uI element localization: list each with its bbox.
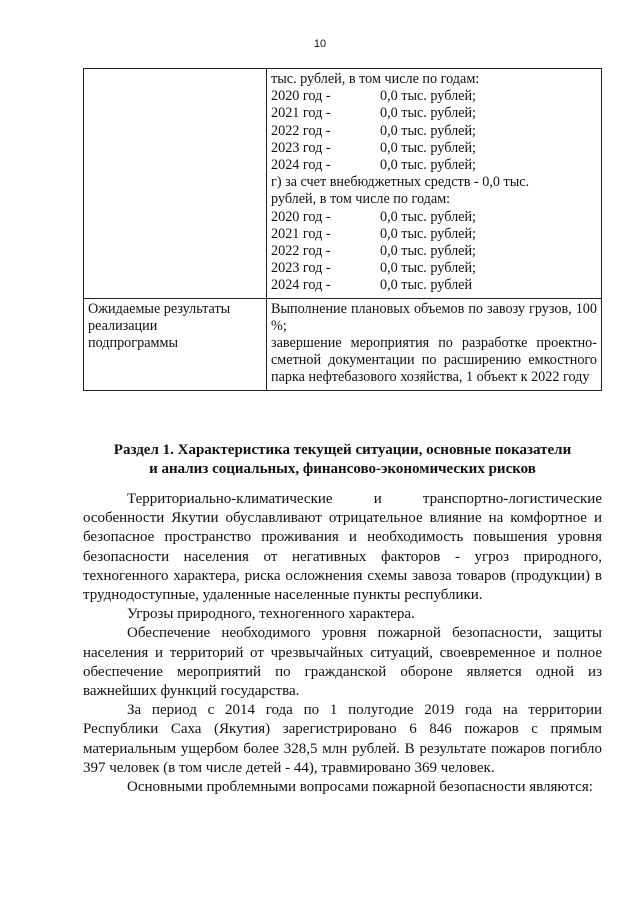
table-cell-results-label: [84, 298, 267, 390]
section-title-line-1: Раздел 1. Характеристика текущей ситуации, основные показатели: [113, 442, 572, 458]
funding-year-row: [271, 105, 597, 122]
results-label-line: Ожидаемые результаты: [88, 300, 231, 317]
funding-years-list-a: [271, 88, 597, 174]
offbudget-line-1: г) за счет внебюджетных средств - 0,0 тыс.: [271, 174, 530, 191]
table-cell-results: [267, 298, 602, 390]
offbudget-line-2: рублей, в том числе по годам:: [271, 191, 451, 208]
paragraph: За период с 2014 года по 1 полугодие 2019 года на территории Республики Саха (Якутия) зарегистрировано 6 846 пожаров с прямым материальным ущербом более 328,5 млн рублей. В результате пожаров погибло 397 человек (в том числе детей - 44), травмировано 369 человек.: [83, 702, 602, 776]
funding-year-amount: 0,0 тыс. рублей;: [380, 105, 476, 122]
funding-year-amount: 0,0 тыс. рублей: [380, 277, 473, 294]
table-row-funding: [84, 69, 602, 299]
funding-year-row: [271, 140, 597, 157]
paragraph: Обеспечение необходимого уровня пожарной безопасности, защиты населения и территорий от чрезвычайных ситуаций, своевременное и полное обеспечение мероприятий по гражданской обороне является одной из важнейших функций государства.: [83, 625, 602, 700]
funding-year-amount: 0,0 тыс. рублей;: [380, 243, 476, 260]
funding-year-amount: 0,0 тыс. рублей;: [380, 88, 476, 105]
paragraph: Основными проблемными вопросами пожарной безопасности являются:: [127, 779, 593, 796]
paragraph: Территориально-климатические и транспортно-логистические особенности Якутии обуславливают отрицательное влияние на комфортное и безопасное пространство проживания и необходимость повышения уровня безопасности населения от негативных факторов - угроз природного, техногенного характера, риска осложнения схемы завоза товаров (продукции) в труднодоступные, удаленные населенные пункты республики.: [83, 491, 602, 604]
result-item-cargo: Выполнение плановых объемов по завозу грузов, 100 %;: [271, 300, 597, 334]
funding-year-label: 2020 год -: [271, 88, 331, 105]
funding-intro-line: тыс. рублей, в том числе по годам:: [271, 71, 480, 87]
funding-years-list-b: [271, 209, 597, 295]
funding-year-label: 2022 год -: [271, 122, 331, 139]
page-number: 10: [313, 38, 327, 50]
paragraph: Угрозы природного, техногенного характера.: [127, 606, 415, 623]
funding-year-row: [271, 209, 597, 226]
funding-year-amount: 0,0 тыс. рублей;: [380, 122, 476, 139]
funding-year-row: [271, 260, 597, 277]
funding-year-label: 2023 год -: [271, 139, 331, 156]
funding-year-label: 2024 год -: [271, 277, 331, 294]
funding-year-row: [271, 277, 597, 294]
section-title: [83, 441, 602, 479]
passport-table: [83, 68, 602, 391]
results-label-line: подпрограммы: [88, 335, 178, 352]
table-cell-label-empty: [84, 69, 267, 299]
section-title-line-2: и анализ социальных, финансово-экономических рисков: [149, 461, 536, 477]
funding-year-label: 2024 год -: [271, 157, 331, 174]
funding-year-label: 2023 год -: [271, 260, 331, 277]
funding-year-label: 2020 год -: [271, 208, 331, 225]
results-label-line: реализации: [88, 317, 158, 334]
table-row-results: [84, 298, 602, 390]
funding-year-row: [271, 157, 597, 174]
funding-year-label: 2021 год -: [271, 225, 331, 242]
body-text: [83, 490, 602, 797]
funding-year-row: [271, 226, 597, 243]
funding-year-amount: 0,0 тыс. рублей;: [380, 225, 476, 242]
funding-year-row: [271, 243, 597, 260]
table-cell-funding: [267, 69, 602, 299]
funding-year-amount: 0,0 тыс. рублей;: [380, 260, 476, 277]
funding-year-label: 2021 год -: [271, 105, 331, 122]
funding-year-row: [271, 88, 597, 105]
result-item-design-docs: завершение мероприятия по разработке проектно-сметной документации по расширению емкостного парка нефтебазового хозяйства, 1 объект к 2022 году: [271, 335, 597, 386]
funding-year-row: [271, 123, 597, 140]
funding-year-amount: 0,0 тыс. рублей;: [380, 157, 476, 174]
funding-year-label: 2022 год -: [271, 243, 331, 260]
funding-year-amount: 0,0 тыс. рублей;: [380, 208, 476, 225]
funding-year-amount: 0,0 тыс. рублей;: [380, 139, 476, 156]
